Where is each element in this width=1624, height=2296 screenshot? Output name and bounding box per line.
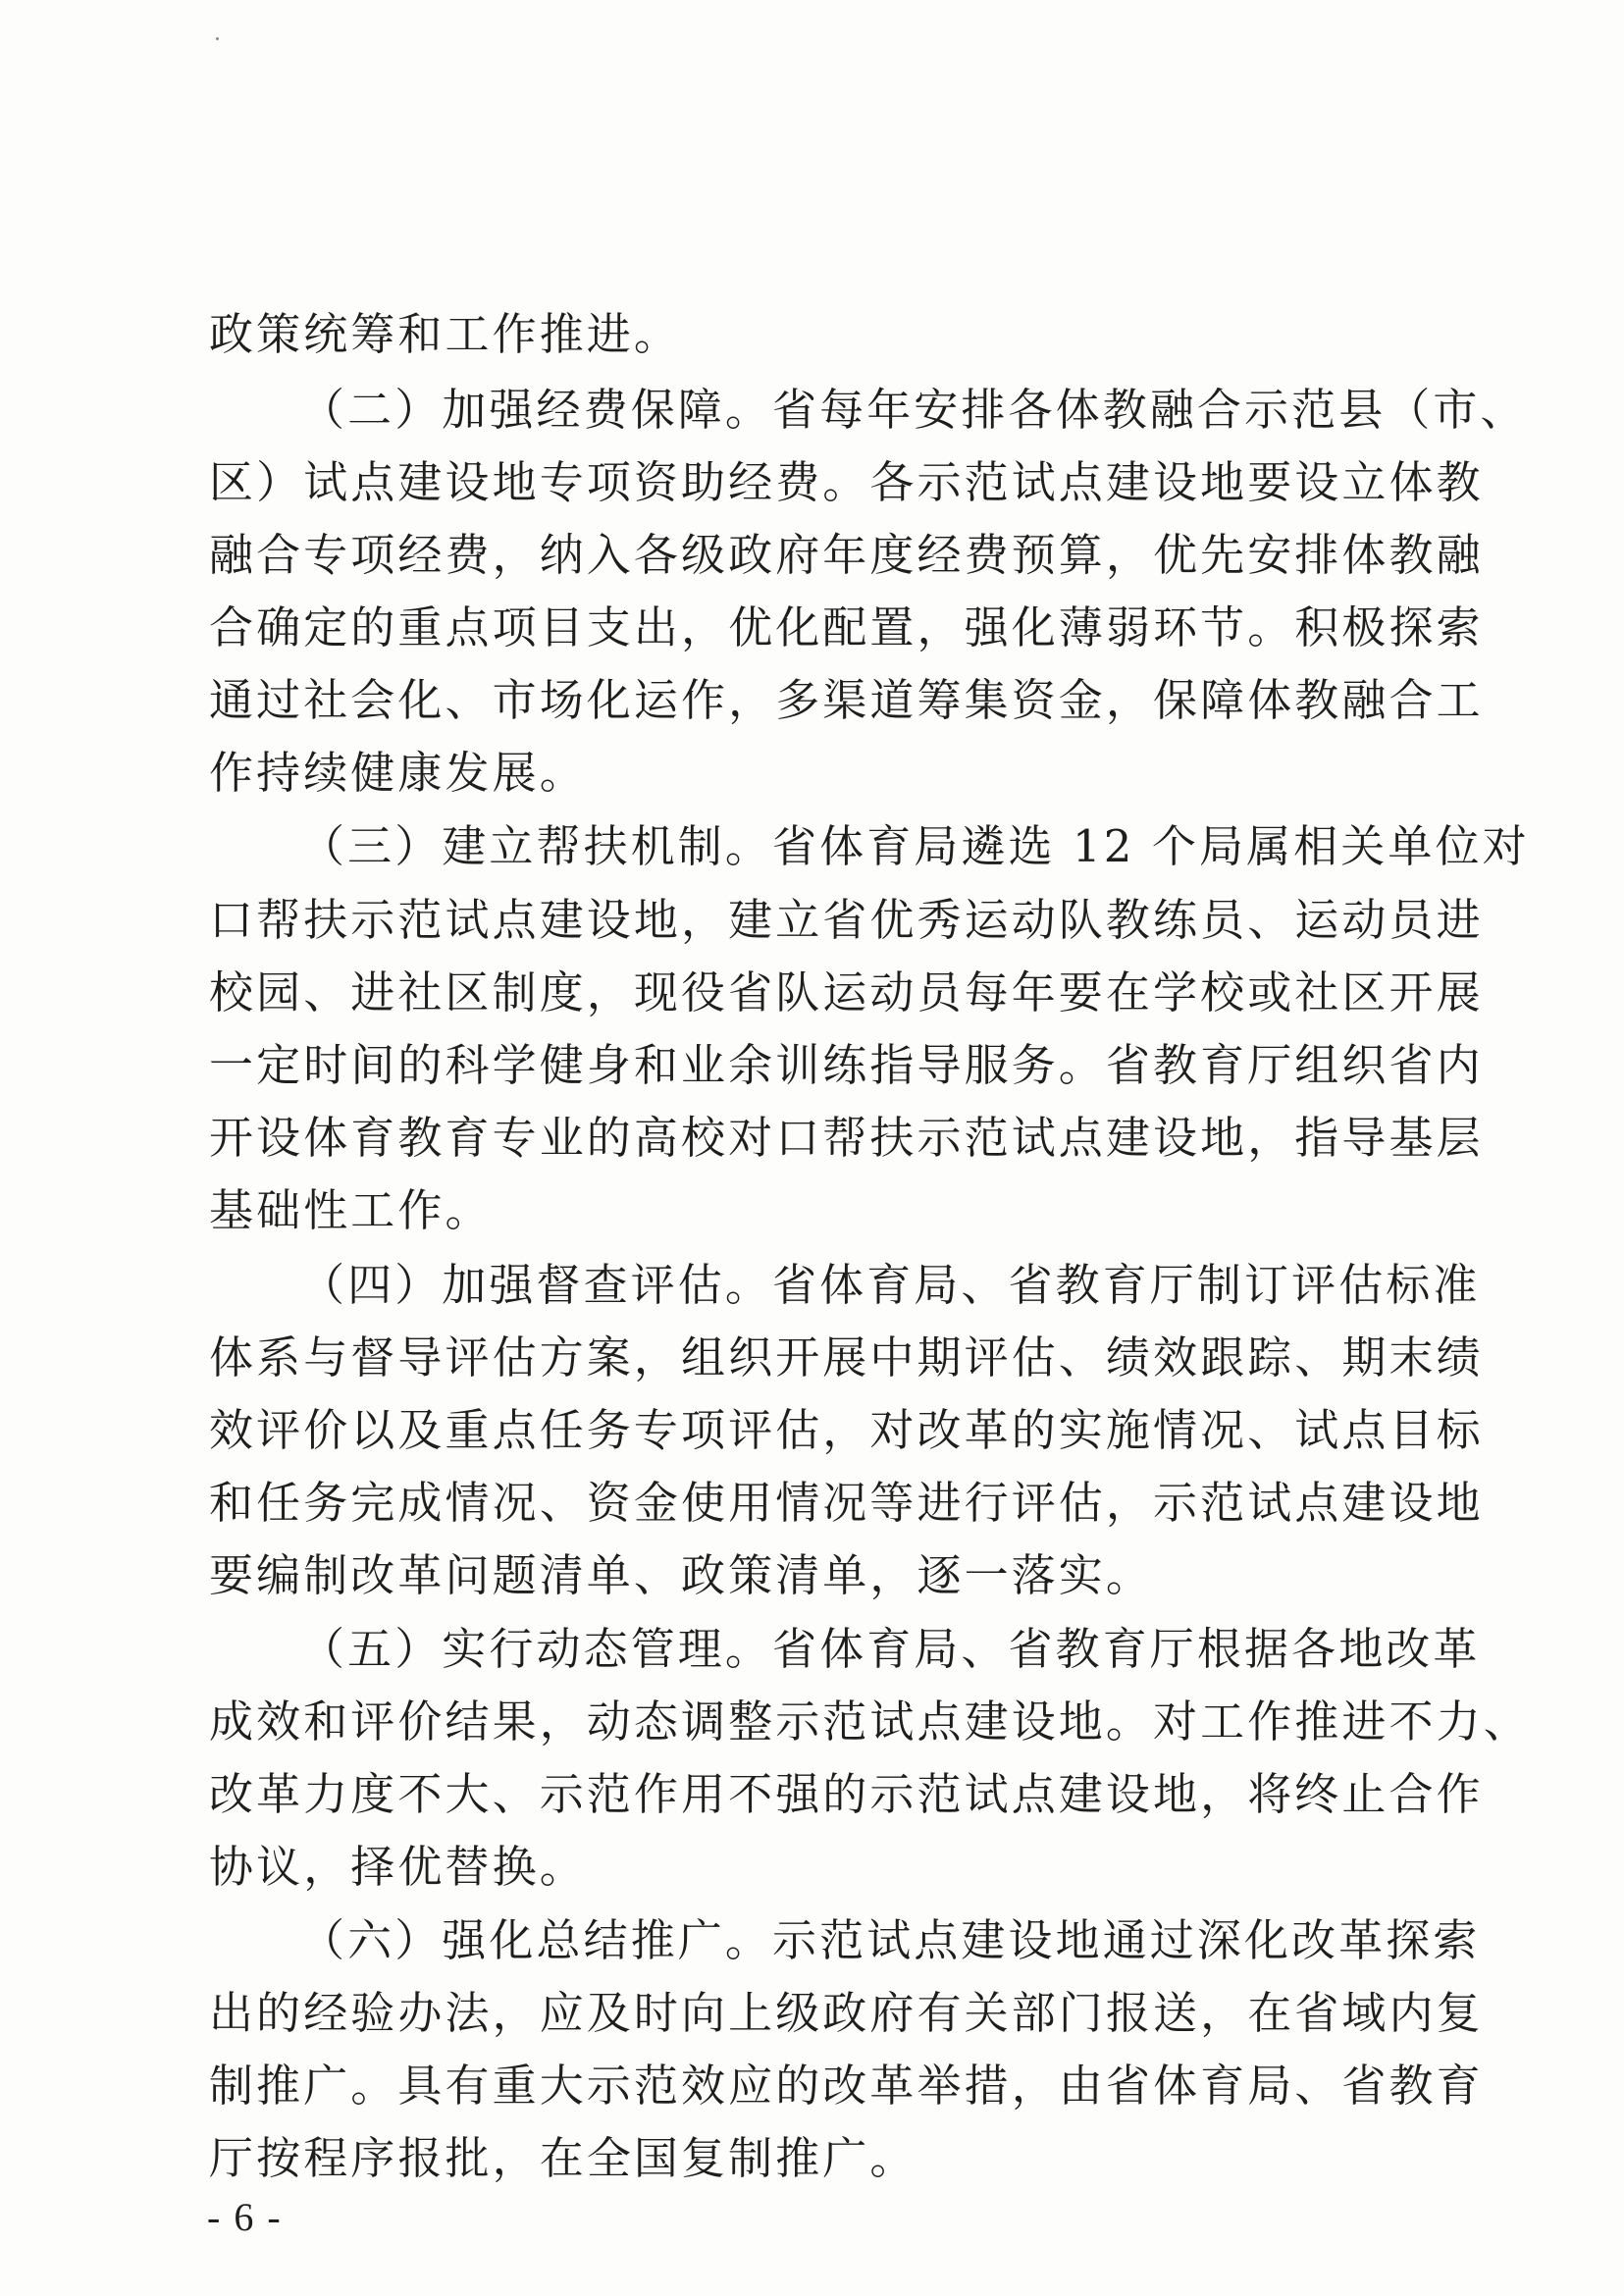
text-line: 一定时间的科学健身和业余训练指导服务。省教育厅组织省内 — [209, 1039, 1484, 1091]
text-line: 体系与督导评估方案，组织开展中期评估、绩效跟踪、期末绩 — [209, 1331, 1484, 1383]
text-line: 基础性工作。 — [209, 1184, 493, 1236]
text-line: 和任务完成情况、资金使用情况等进行评估，示范试点建设地 — [209, 1477, 1484, 1529]
text-line: 合确定的重点项目支出，优化配置，强化薄弱环节。积极探索 — [209, 601, 1484, 653]
text-line: （五）实行动态管理。省体育局、省教育厅根据各地改革 — [300, 1623, 1481, 1675]
text-line: 通过社会化、市场化运作，多渠道筹集资金，保障体教融合工 — [209, 674, 1484, 726]
text-line: 制推广。具有重大示范效应的改革举措，由省体育局、省教育 — [209, 2060, 1484, 2112]
text-line: 协议，择优替换。 — [209, 1841, 587, 1893]
scan-speck — [216, 37, 219, 40]
text-line: 作持续健康发展。 — [209, 747, 587, 799]
page-number: - 6 - — [207, 2195, 283, 2239]
text-line: 厅按程序报批，在全国复制推广。 — [209, 2132, 917, 2184]
text-line: 政策统筹和工作推进。 — [209, 308, 682, 360]
text-line: 校园、进社区制度，现役省队运动员每年要在学校或社区开展 — [209, 966, 1484, 1018]
text-line: 成效和评价结果，动态调整示范试点建设地。对工作推进不力、 — [209, 1696, 1531, 1748]
text-line: 区）试点建设地专项资助经费。各示范试点建设地要设立体教 — [209, 456, 1484, 508]
text-line: 口帮扶示范试点建设地，建立省优秀运动队教练员、运动员进 — [209, 894, 1484, 946]
text-line: 改革力度不大、示范作用不强的示范试点建设地，将终止合作 — [209, 1768, 1484, 1820]
text-line: （四）加强督查评估。省体育局、省教育厅制订评估标准 — [300, 1259, 1481, 1311]
text-line: 融合专项经费，纳入各级政府年度经费预算，优先安排体教融 — [209, 529, 1484, 581]
text-line: 要编制改革问题清单、政策清单，逐一落实。 — [209, 1549, 1154, 1601]
text-line: （二）加强经费保障。省每年安排各体教融合示范县（市、 — [300, 384, 1528, 436]
text-line: （三）建立帮扶机制。省体育局遴选 12 个局属相关单位对 — [300, 820, 1530, 872]
text-line: （六）强化总结推广。示范试点建设地通过深化改革探索 — [300, 1914, 1481, 1966]
text-line: 效评价以及重点任务专项评估，对改革的实施情况、试点目标 — [209, 1404, 1484, 1456]
text-line: 开设体育教育专业的高校对口帮扶示范试点建设地，指导基层 — [209, 1112, 1484, 1164]
text-line: 出的经验办法，应及时向上级政府有关部门报送，在省域内复 — [209, 1987, 1484, 2039]
